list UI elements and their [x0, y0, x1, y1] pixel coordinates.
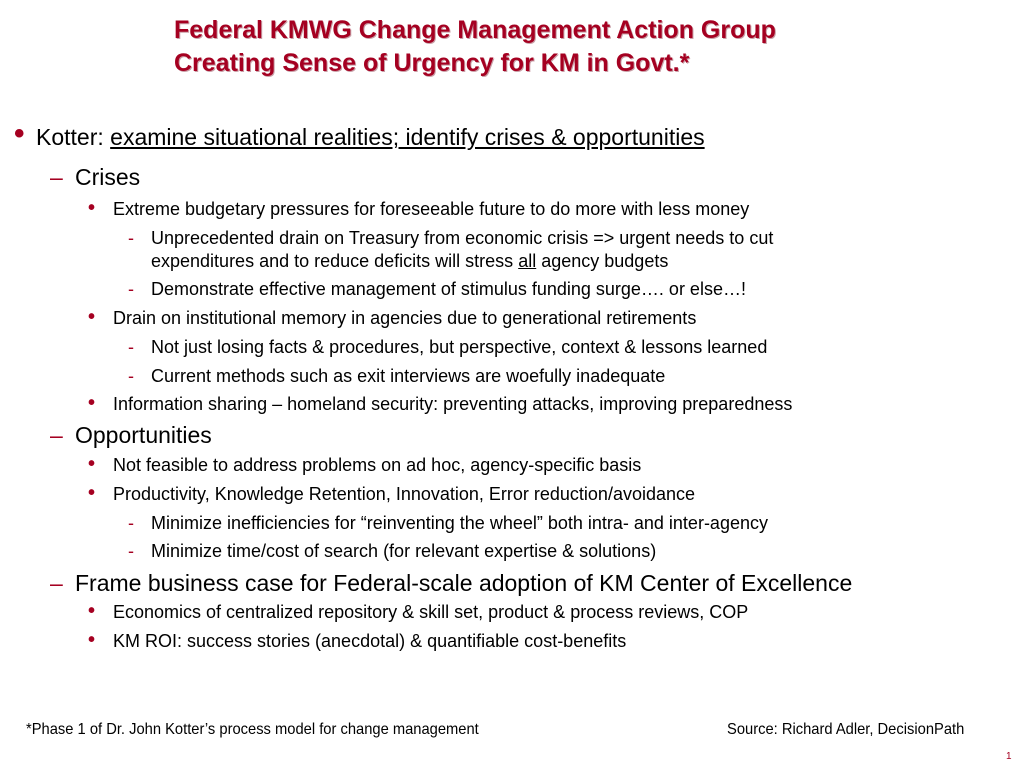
slide-title-line-2: Creating Sense of Urgency for KM in Govt.* [174, 49, 690, 77]
slide-title-line-1: Federal KMWG Change Management Action Group [174, 16, 776, 44]
crisis-item-1a-text-end: agency budgets [541, 251, 669, 271]
crisis-item-2b: Current methods such as exit interviews are woefully inadequate [151, 366, 666, 386]
kotter-prefix: Kotter: [36, 124, 104, 150]
opportunity-item-2: Productivity, Knowledge Retention, Innovation, Error reduction/avoidance [113, 484, 696, 504]
bullet-icon: • [88, 482, 96, 504]
bullet-icon: • [88, 306, 96, 328]
crisis-item-3: Information sharing – homeland security: preventing attacks, improving preparedness [113, 394, 793, 414]
dash-icon: - [128, 337, 134, 357]
footnote: *Phase 1 of Dr. John Kotter’s process model for change management [26, 721, 479, 738]
dash-icon: - [128, 228, 134, 248]
crisis-item-2: Drain on institutional memory in agencies due to generational retirements [113, 308, 697, 328]
dash-icon: - [128, 279, 134, 299]
crisis-item-1b: Demonstrate effective management of stimulus funding surge…. or else…! [151, 279, 746, 299]
dash-icon: - [128, 366, 134, 386]
bullet-icon: • [14, 117, 25, 150]
dash-icon: – [50, 570, 63, 596]
crisis-item-1a-line-1: Unprecedented drain on Treasury from economic crisis => urgent needs to cut [151, 228, 774, 248]
opportunity-item-2a: Minimize inefficiencies for “reinventing the wheel” both intra- and inter-agency [151, 513, 768, 533]
bullet-icon: • [88, 629, 96, 651]
opportunity-item-1: Not feasible to address problems on ad hoc, agency-specific basis [113, 455, 642, 475]
dash-icon: - [128, 541, 134, 561]
frame-item-1: Economics of centralized repository & skill set, product & process reviews, COP [113, 602, 749, 622]
crisis-item-1a-line-2 [151, 251, 668, 272]
page-number: 1 [1006, 751, 1012, 762]
frame-item-2: KM ROI: success stories (anecdotal) & quantifiable cost-benefits [113, 631, 627, 651]
bullet-icon: • [88, 453, 96, 475]
crisis-item-1a-emphasis: all [518, 251, 537, 271]
kotter-line [36, 124, 705, 151]
opportunity-item-2b: Minimize time/cost of search (for relevant expertise & solutions) [151, 541, 657, 561]
crises-heading: Crises [75, 164, 141, 190]
crisis-item-1: Extreme budgetary pressures for foreseeable future to do more with less money [113, 199, 750, 219]
crisis-item-1a-text: expenditures and to reduce deficits will stress [151, 251, 514, 271]
bullet-icon: • [88, 392, 96, 414]
bullet-icon: • [88, 197, 96, 219]
opportunities-heading: Opportunities [75, 422, 212, 448]
kotter-emphasis: examine situational realities; identify crises & opportunities [110, 124, 705, 150]
dash-icon: - [128, 513, 134, 533]
bullet-icon: • [88, 600, 96, 622]
crisis-item-2a: Not just losing facts & procedures, but perspective, context & lessons learned [151, 337, 768, 357]
source-credit: Source: Richard Adler, DecisionPath [727, 721, 965, 738]
dash-icon: – [50, 164, 63, 190]
frame-heading: Frame business case for Federal-scale adoption of KM Center of Excellence [75, 570, 853, 596]
dash-icon: – [50, 422, 63, 448]
slide-title [174, 14, 1004, 80]
